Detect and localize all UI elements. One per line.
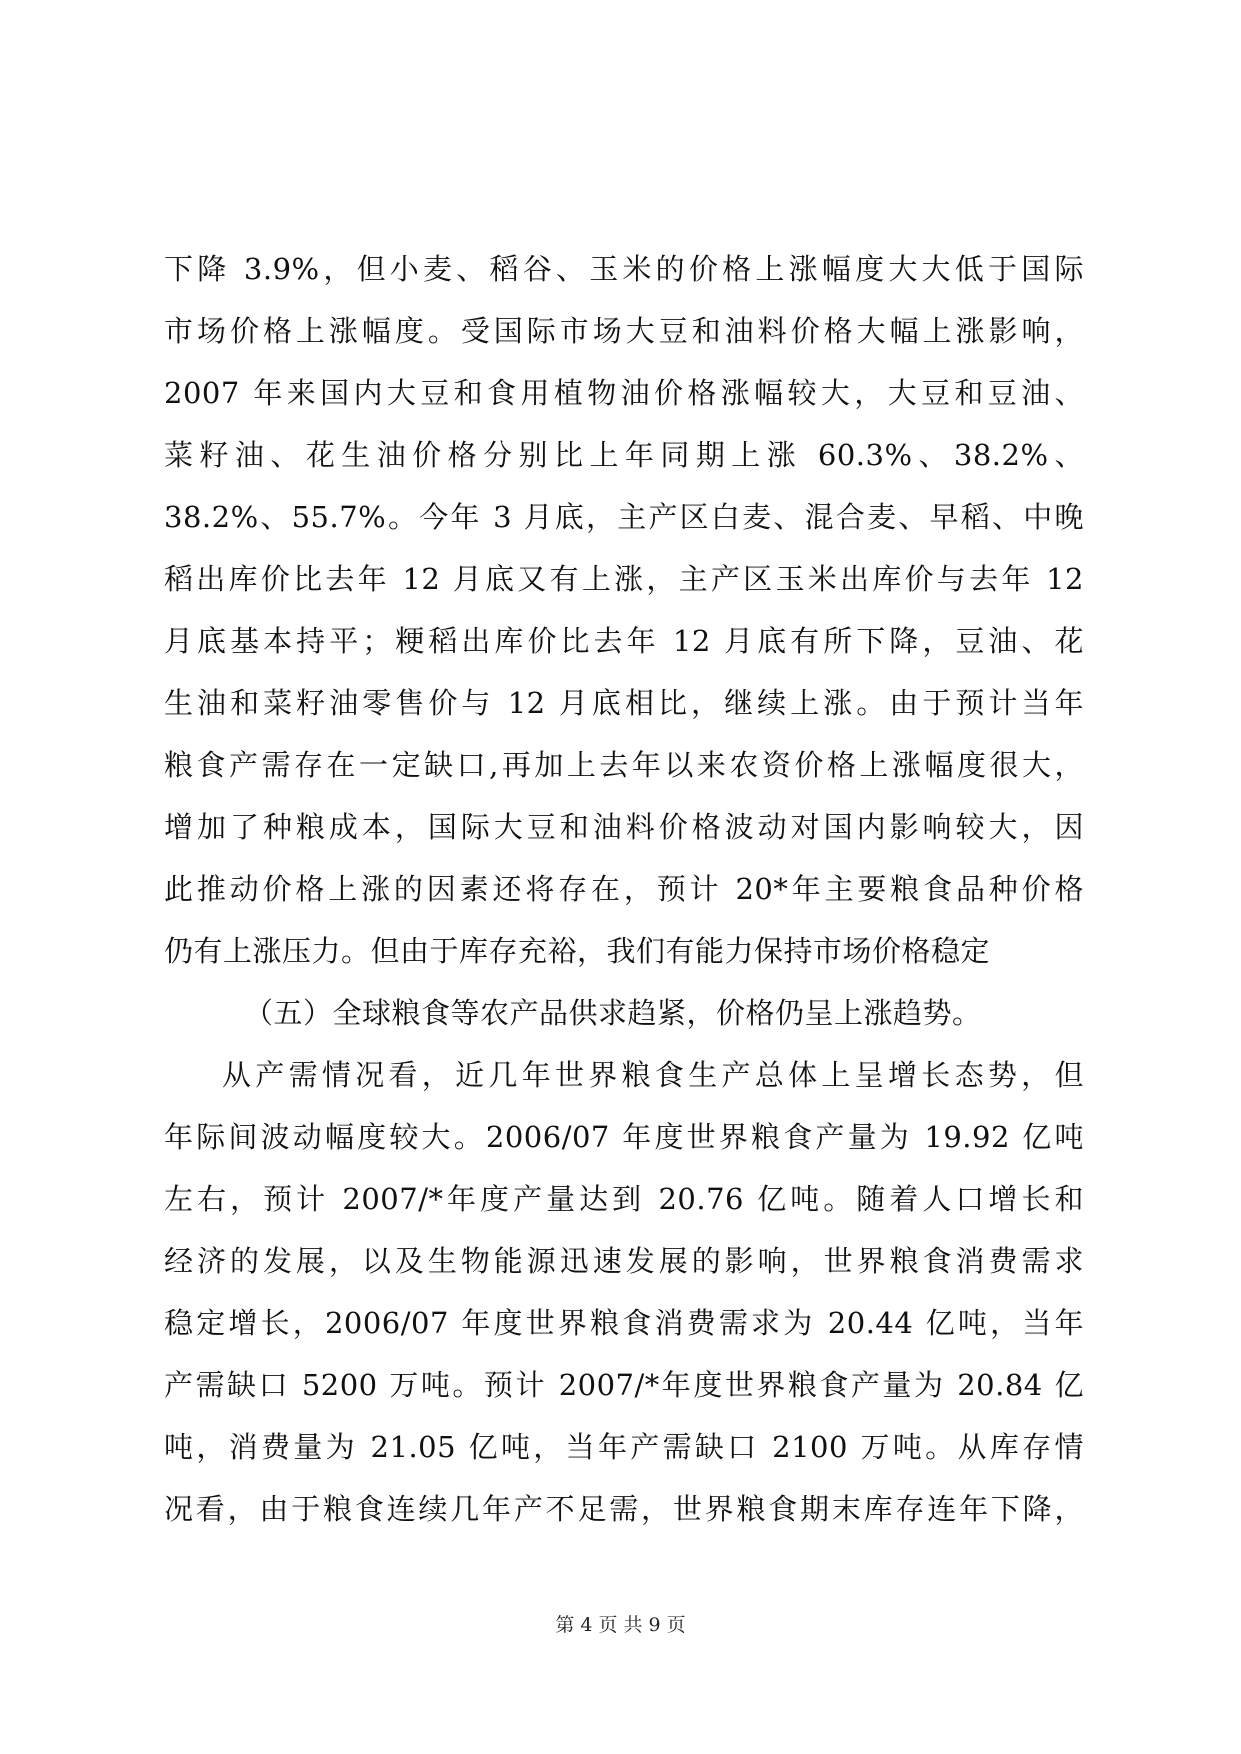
text-line: 2007 年来国内大豆和食用植物油价格涨幅较大，大豆和豆油、 <box>164 376 1084 410</box>
text-line: 增加了种粮成本，国际大豆和油料价格波动对国内影响较大，因 <box>164 810 1084 844</box>
text-line: 况看，由于粮食连续几年产不足需，世界粮食期末库存连年下降， <box>164 1492 1084 1526</box>
page-number: 第 4 页 共 9 页 <box>555 1614 686 1636</box>
section-heading: （五）全球粮食等农产品供求趋紧，价格仍呈上涨趋势。 <box>244 996 982 1030</box>
text-line: 市场价格上涨幅度。受国际市场大豆和油料价格大幅上涨影响， <box>164 314 1084 348</box>
text-line: 38.2%、55.7%。今年 3 月底，主产区白麦、混合麦、早稻、中晚 <box>164 500 1084 534</box>
text-line: 下降 3.9%，但小麦、稻谷、玉米的价格上涨幅度大大低于国际 <box>164 252 1084 286</box>
body-text <box>164 238 1084 1540</box>
text-line: 菜籽油、花生油价格分别比上年同期上涨 60.3%、38.2%、 <box>164 438 1084 472</box>
text-line: 经济的发展，以及生物能源迅速发展的影响，世界粮食消费需求 <box>164 1244 1084 1278</box>
page-footer <box>0 1612 1241 1638</box>
text-line: 仍有上涨压力。但由于库存充裕，我们有能力保持市场价格稳定 <box>164 934 991 968</box>
text-line: 此推动价格上涨的因素还将存在，预计 20*年主要粮食品种价格 <box>164 872 1084 906</box>
text-line: 左右，预计 2007/*年度产量达到 20.76 亿吨。随着人口增长和 <box>164 1182 1084 1216</box>
text-line: 吨，消费量为 21.05 亿吨，当年产需缺口 2100 万吨。从库存情 <box>164 1430 1084 1464</box>
text-line: 产需缺口 5200 万吨。预计 2007/*年度世界粮食产量为 20.84 亿 <box>164 1368 1084 1402</box>
text-line: 从产需情况看，近几年世界粮食生产总体上呈增长态势，但 <box>222 1058 1084 1092</box>
text-line: 年际间波动幅度较大。2006/07 年度世界粮食产量为 19.92 亿吨 <box>164 1120 1084 1154</box>
text-line: 稻出库价比去年 12 月底又有上涨，主产区玉米出库价与去年 12 <box>164 562 1084 596</box>
text-line: 稳定增长，2006/07 年度世界粮食消费需求为 20.44 亿吨，当年 <box>164 1306 1084 1340</box>
text-line: 生油和菜籽油零售价与 12 月底相比，继续上涨。由于预计当年 <box>164 686 1084 720</box>
text-line: 粮食产需存在一定缺口,再加上去年以来农资价格上涨幅度很大， <box>164 748 1084 782</box>
text-line: 月底基本持平；粳稻出库价比去年 12 月底有所下降，豆油、花 <box>164 624 1084 658</box>
